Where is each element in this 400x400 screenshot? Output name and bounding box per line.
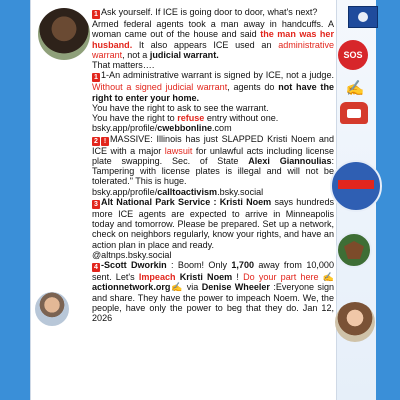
post1-right-refuse: You have the right to refuse entry without one. <box>92 113 279 123</box>
call-to-activism-icon <box>330 160 382 212</box>
right-border-stripe <box>376 0 400 400</box>
post3-body: 3 Alt National Park Service : Kristi Noem says hundreds more ICE agents are expected to arrive in Minneapolis today and tomorrow. Please be prepared. Set up a network, check on neighbors regularly, know your rights, and have an action plan in place and ready. <box>92 196 335 250</box>
number-badge: 1 <box>92 10 100 19</box>
post4-body: 4 -Scott Dworkin : Boom! Only 1,700 away from 10,000 sent. Let's Impeach Kristi Noem ! Do your part here ✍actionnetwork.org✍ via Denise Wheeler :Everyone sign and share. They have the power to impeach Noem. We, the people, have only the power to beg that they do. Jan 12, 2026 <box>92 260 335 323</box>
actionnetwork-link[interactable]: actionnetwork.org <box>92 282 171 293</box>
post1-matters: That matters…. <box>92 60 155 70</box>
writing-hand-icon: ✍ <box>170 282 184 293</box>
minnesota-flag-icon <box>348 6 378 28</box>
phone-icon <box>340 102 368 124</box>
number-badge: 4 <box>92 263 100 272</box>
writing-hand-icon: ✍ <box>345 80 365 97</box>
post2-body: 2 ! MASSIVE: Illinois has just SLAPPED Kristi Noem and ICE with a major lawsuit for unlawful acts including license plate swapping. Sec. of State Alexi Giannoulias: Tampering with license plates is illegal and will not be tolerated." This is huge. <box>92 133 334 187</box>
post-content <box>92 7 334 323</box>
post1-link[interactable]: bsky.app/profile/cwebbonline.com <box>92 123 232 134</box>
writing-hand-icon: ✍ <box>322 272 335 282</box>
do-your-part-link[interactable]: Do your part here <box>243 272 319 282</box>
post3-handle[interactable]: @altnps.bsky.social <box>92 249 172 260</box>
alert-icon: ! <box>101 137 109 146</box>
avatar-denise-wheeler <box>335 302 375 342</box>
sos-icon: SOS <box>338 40 368 70</box>
post1-right-ask: You have the right to ask to see the warrant. <box>92 102 269 113</box>
post1-body: Armed federal agents took a man away in handcuffs. A woman came out of the house and said the man was her husband. It also appears ICE used an administrative warrant, not a judicial warrant. <box>92 19 334 60</box>
number-badge: 2 <box>92 137 100 146</box>
avatar-cwebb <box>38 8 90 60</box>
national-park-icon <box>336 232 372 268</box>
avatar-scott-dworkin <box>35 292 69 326</box>
post1-warrant-note: 1 1-An administrative warrant is signed by ICE, not a judge. Without a signed judicial warrant, agents do not have the right to enter your home. <box>92 70 335 103</box>
left-border-stripe <box>0 0 30 400</box>
post2-link[interactable]: bsky.app/profile/calltoactivism.bsky.social <box>92 186 264 197</box>
post1-intro: 1 Ask yourself. If ICE is going door to door, what's next? <box>92 7 334 19</box>
number-badge: 3 <box>92 200 100 209</box>
number-badge: 1 <box>92 73 100 82</box>
